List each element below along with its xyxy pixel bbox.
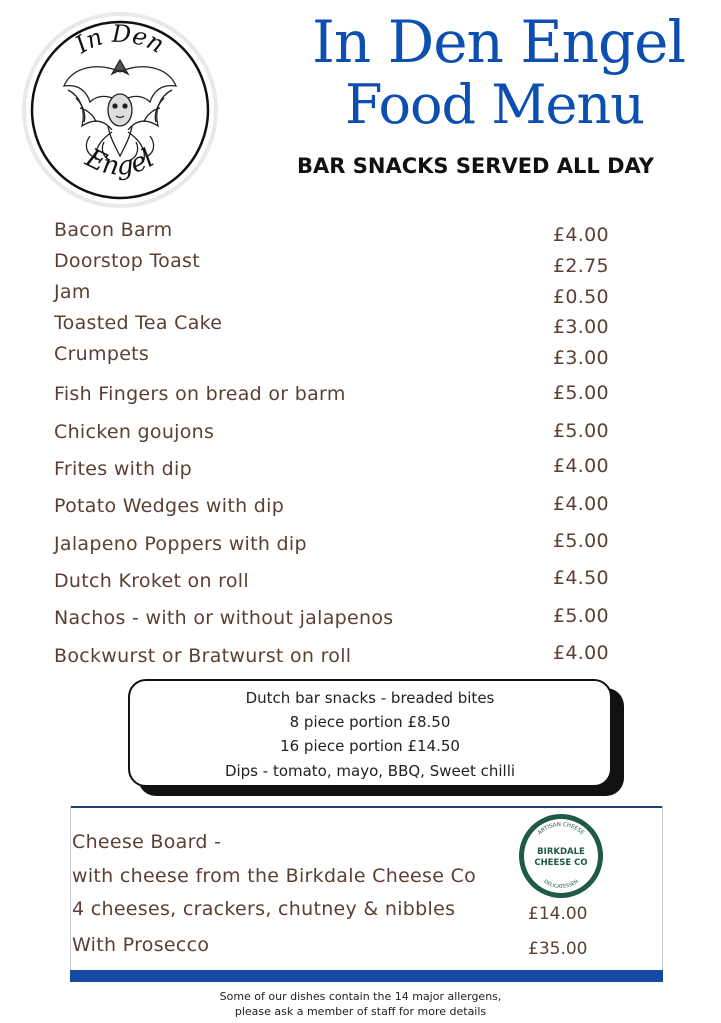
menu-item-price: £5.00 xyxy=(553,605,609,627)
menu-item-price: £4.00 xyxy=(553,455,609,477)
menu-item-price: £4.00 xyxy=(553,642,609,664)
menu-item-price: £5.00 xyxy=(553,420,609,442)
menu-item-name: Dutch Kroket on roll xyxy=(54,570,249,592)
menu-item-price: £4.50 xyxy=(553,567,609,589)
menu-item-name: Fish Fingers on bread or barm xyxy=(54,383,346,405)
menu-item-name: Nachos - with or without jalapenos xyxy=(54,607,394,629)
menu-item-name: Bacon Barm xyxy=(54,219,173,241)
menu-item-price: £3.00 xyxy=(553,347,609,369)
allergen-notice: Some of our dishes contain the 14 major allergens, xyxy=(219,990,502,1003)
allergen-notice-secondary: please ask a member of staff for more details xyxy=(234,1005,487,1018)
svg-text:DELICATESSEN: DELICATESSEN xyxy=(542,878,580,891)
menu-item-price: £2.75 xyxy=(553,255,609,277)
menu-item-price: £4.00 xyxy=(553,493,609,515)
menu-item-name: Crumpets xyxy=(54,343,150,365)
menu-item-name: Jalapeno Poppers with dip xyxy=(54,533,307,555)
cheese-section-bottom-bar xyxy=(70,970,663,982)
menu-item-name: Frites with dip xyxy=(54,458,192,480)
dutch-box-line: Dips - tomato, mayo, BBQ, Sweet chilli xyxy=(224,762,516,780)
menu-title: In Den Engel xyxy=(312,8,686,76)
menu-item-name: Potato Wedges with dip xyxy=(54,495,285,517)
section-subtitle: BAR SNACKS SERVED ALL DAY xyxy=(297,154,654,178)
cheese-section-top-border xyxy=(70,806,663,808)
menu-title-secondary: Food Menu xyxy=(345,73,645,136)
svg-text:Engel: Engel xyxy=(80,143,160,182)
cheese-board-price: £14.00 xyxy=(528,904,588,924)
menu-item-price: £5.00 xyxy=(553,382,609,404)
menu-item-price: £3.00 xyxy=(553,316,609,338)
dutch-box-line: 16 piece portion £14.50 xyxy=(280,737,460,755)
menu-item-name: Doorstop Toast xyxy=(54,250,200,272)
menu-item-price: £5.00 xyxy=(553,530,609,552)
menu-item-name: Toasted Tea Cake xyxy=(54,312,223,334)
cheese-section-left-border xyxy=(70,806,71,976)
in-den-engel-logo xyxy=(20,10,220,210)
menu-item-price: £4.00 xyxy=(553,224,609,246)
cheese-board-description: with cheese from the Birkdale Cheese Co xyxy=(72,865,477,887)
cheese-section-right-border xyxy=(662,806,663,976)
menu-item-name: Chicken goujons xyxy=(54,421,215,443)
birkdale-cheese-co-badge xyxy=(517,812,605,900)
cheese-board-contents: 4 cheeses, crackers, chutney & nibbles xyxy=(72,898,456,920)
dutch-box-line: 8 piece portion £8.50 xyxy=(289,713,451,731)
menu-item-name: Jam xyxy=(54,281,91,303)
cheese-board-prosecco-price: £35.00 xyxy=(528,939,588,959)
menu-item-name: Bockwurst or Bratwurst on roll xyxy=(54,645,352,667)
cheese-board-heading: Cheese Board - xyxy=(72,831,222,853)
svg-text:In Den: In Den xyxy=(70,19,169,59)
svg-text:CHEESE CO: CHEESE CO xyxy=(534,858,588,868)
menu-item-price: £0.50 xyxy=(553,286,609,308)
dutch-box-line: Dutch bar snacks - breaded bites xyxy=(245,689,495,707)
svg-text:ARTISAN CHEESE: ARTISAN CHEESE xyxy=(536,821,586,837)
cheese-board-prosecco: With Prosecco xyxy=(72,934,210,956)
svg-text:BIRKDALE: BIRKDALE xyxy=(537,847,585,857)
